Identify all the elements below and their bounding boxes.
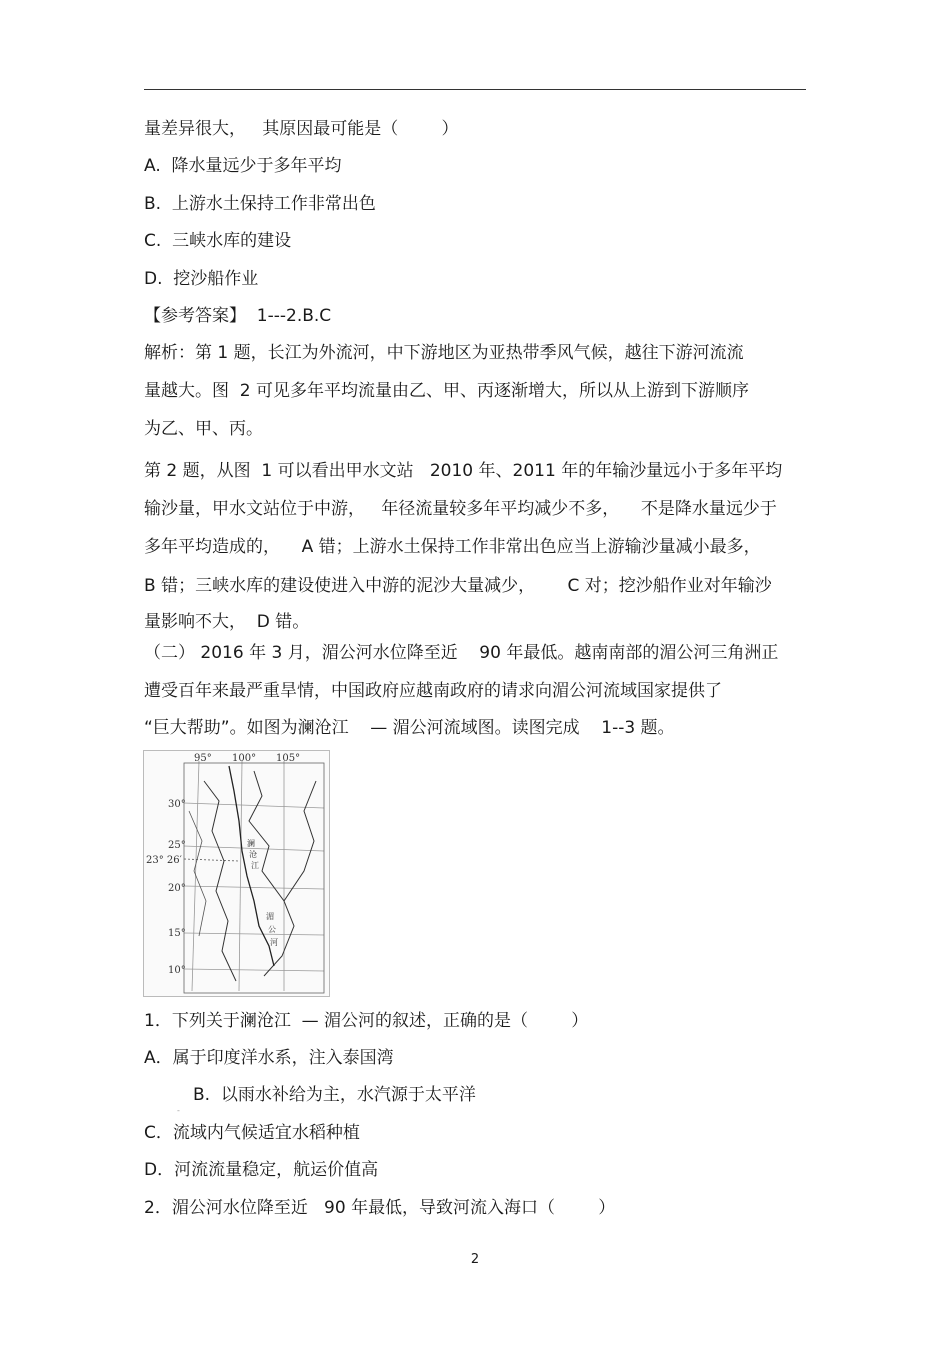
river-label: 澜	[247, 839, 255, 848]
section-intro: 遭受百年来最严重旱情，中国政府应越南政府的请求向湄公河流域国家提供了	[144, 681, 722, 701]
river-label: 河	[270, 938, 278, 947]
question-1: 1．下列关于澜沧江 — 湄公河的叙述，正确的是（ ）	[144, 1011, 589, 1031]
option-c: C. 三峡水库的建设	[144, 231, 292, 251]
explanation-line: 解析：第 1 题，长江为外流河，中下游地区为亚热带季风气候，越往下游河流流	[144, 343, 744, 363]
explanation-line: 多年平均造成的， A 错；上游水土保持工作非常出色应当上游输沙量减小最多，	[144, 537, 761, 557]
lon-label: 100°	[232, 753, 257, 764]
river-label: 湄	[266, 912, 274, 921]
option-b: B. 上游水土保持工作非常出色	[144, 194, 376, 214]
option-d: D．河流流量稳定，航运价值高	[144, 1160, 379, 1180]
lat-label: 25°	[168, 840, 186, 851]
lat-label: 15°	[168, 928, 186, 939]
river-label: 江	[251, 861, 259, 870]
question-2: 2．湄公河水位降至近 90 年最低，导致河流入海口（ ）	[144, 1198, 616, 1218]
lon-label: 95°	[194, 753, 212, 764]
option-b: B. 以雨水补给为主，水汽源于太平洋	[193, 1085, 476, 1105]
answer-key: 【参考答案】 1---2.B.C	[144, 306, 332, 326]
lat-label: 23° 26′	[146, 855, 182, 866]
explanation-line: 为乙、甲、丙。	[144, 419, 263, 439]
explanation-line: 量越大。图 2 可见多年平均流量由乙、甲、丙逐渐增大，所以从上游到下游顺序	[144, 381, 750, 401]
lat-label: 30°	[168, 799, 186, 810]
explanation-line: B 错；三峡水库的建设使进入中游的泥沙大量减少， C 对；挖沙船作业对年输沙	[144, 576, 772, 596]
lat-label: 10°	[168, 965, 186, 976]
option-a: A. 降水量远少于多年平均	[144, 156, 342, 176]
explanation-line: 第 2 题，从图 1 可以看出甲水文站 2010 年、2011 年的年输沙量远小于多年平均	[144, 461, 783, 481]
river-label: 公	[268, 925, 276, 934]
lat-label: 20°	[168, 883, 186, 894]
explanation-line: 量影响不大， D 错。	[144, 612, 310, 632]
option-d: D. 挖沙船作业	[144, 269, 259, 289]
stray-mark: -	[177, 1106, 180, 1115]
option-a: A．属于印度洋水系，注入泰国湾	[144, 1048, 394, 1068]
explanation-line: 输沙量，甲水文站位于中游， 年径流量较多年平均减少不多， 不是降水量远少于	[144, 499, 777, 519]
river-label: 沧	[249, 850, 257, 859]
section-intro: “巨大帮助”。如图为澜沧江 — 湄公河流域图。读图完成 1--3 题。	[144, 718, 675, 738]
page-number: 2	[470, 1252, 480, 1267]
header-rule	[144, 89, 806, 90]
lon-label: 105°	[276, 753, 301, 764]
lancang-mekong-basin-map	[143, 750, 330, 997]
option-c: C．流域内气候适宜水稻种植	[144, 1123, 360, 1143]
question-stem-end: 量差异很大， 其原因最可能是（ ）	[144, 119, 459, 139]
section-intro: （二） 2016 年 3 月，湄公河水位降至近 90 年最低。越南南部的湄公河三角洲正	[144, 643, 779, 663]
